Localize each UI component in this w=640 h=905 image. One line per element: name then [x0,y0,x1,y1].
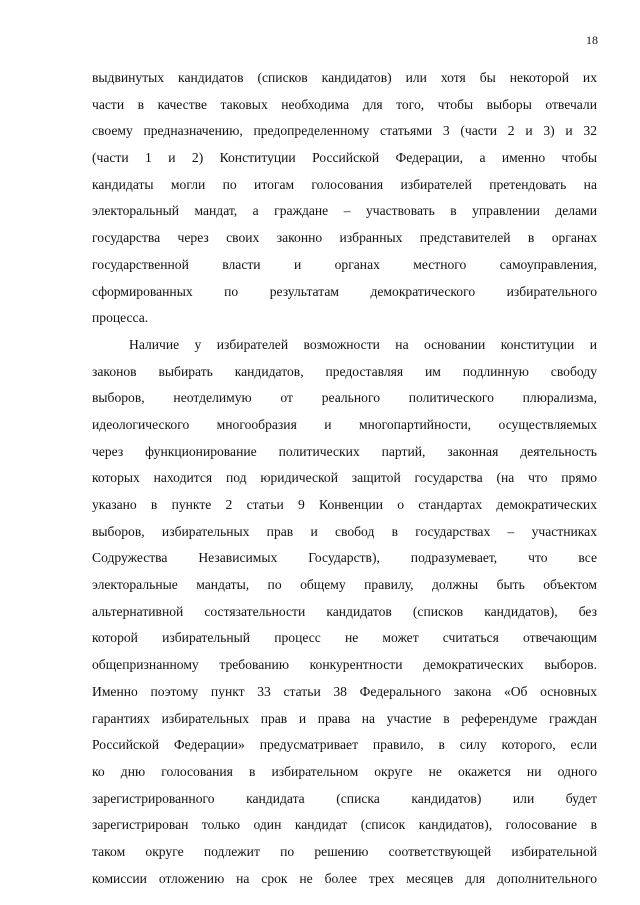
text-line: ко дню голосования в избирательном округе не окажется ни одного [92,763,597,779]
text-line: комиссии отложению на срок не более трех месяцев для дополнительного [92,870,597,886]
text-line: сформированных по результатам демократического избирательного [92,283,597,299]
text-line: Содружества Независимых Государств), подразумевает, что все [92,550,597,566]
text-line: зарегистрированного кандидата (списка кандидатов) или будет [92,790,597,806]
text-line: Именно поэтому пункт 33 статьи 38 Федерального закона «Об основных [92,683,597,699]
text-line: части в качестве таковых необходима для того, чтобы выборы отвечали [92,96,597,112]
text-line: законов выбирать кандидатов, предоставляя им подлинную свободу [92,363,597,379]
paragraph-2 [92,332,597,892]
text-line: государства через своих законно избранных представителей в органах [92,230,597,246]
text-line: через функционирование политических партий, законная деятельность [92,443,597,459]
text-line: (части 1 и 2) Конституции Российской Федерации, а именно чтобы [92,150,597,166]
text-line: альтернативной состязательности кандидатов (списков кандидатов), без [92,603,597,619]
text-line: Наличие у избирателей возможности на основании конституции и [129,336,597,352]
text-line: государственной власти и органах местного самоуправления, [92,256,597,272]
page-number: 18 [586,33,598,47]
text-line: которой избирательный процесс не может считаться отвечающим [92,630,597,646]
paragraph-1 [92,65,597,332]
text-line: таком округе подлежит по решению соответствующей избирательной [92,843,597,859]
text-line: выборов, неотделимую от реального политического плюрализма, [92,390,597,406]
text-line: своему предназначению, предопределенному статьями 3 (части 2 и 3) и 32 [92,123,597,139]
text-line: процесса. [92,310,149,326]
text-line: Российской Федерации» предусматривает правило, в силу которого, если [92,737,597,753]
text-line: электоральный мандат, а граждане – участвовать в управлении делами [92,203,597,219]
text-line: которых находится под юридической защитой государства (на что прямо [92,470,597,486]
text-line: идеологического многообразия и многопартийности, осуществляемых [92,416,597,432]
text-line: кандидаты могли по итогам голосования избирателей претендовать на [92,176,597,192]
text-line: выдвинутых кандидатов (списков кандидатов) или хотя бы некоторой их [92,70,597,85]
text-line: зарегистрирован только один кандидат (список кандидатов), голосование в [92,817,597,833]
text-line: электоральные мандаты, по общему правилу, должны быть объектом [92,577,597,593]
document-body [92,65,597,892]
text-line: выборов, избирательных прав и свобод в государствах – участниках [92,523,597,539]
text-line: гарантиях избирательных прав и права на участие в референдуме граждан [92,710,597,726]
text-line: общепризнанному требованию конкурентности демократических выборов. [92,657,597,673]
text-line: указано в пункте 2 статьи 9 Конвенции о стандартах демократических [92,497,597,512]
